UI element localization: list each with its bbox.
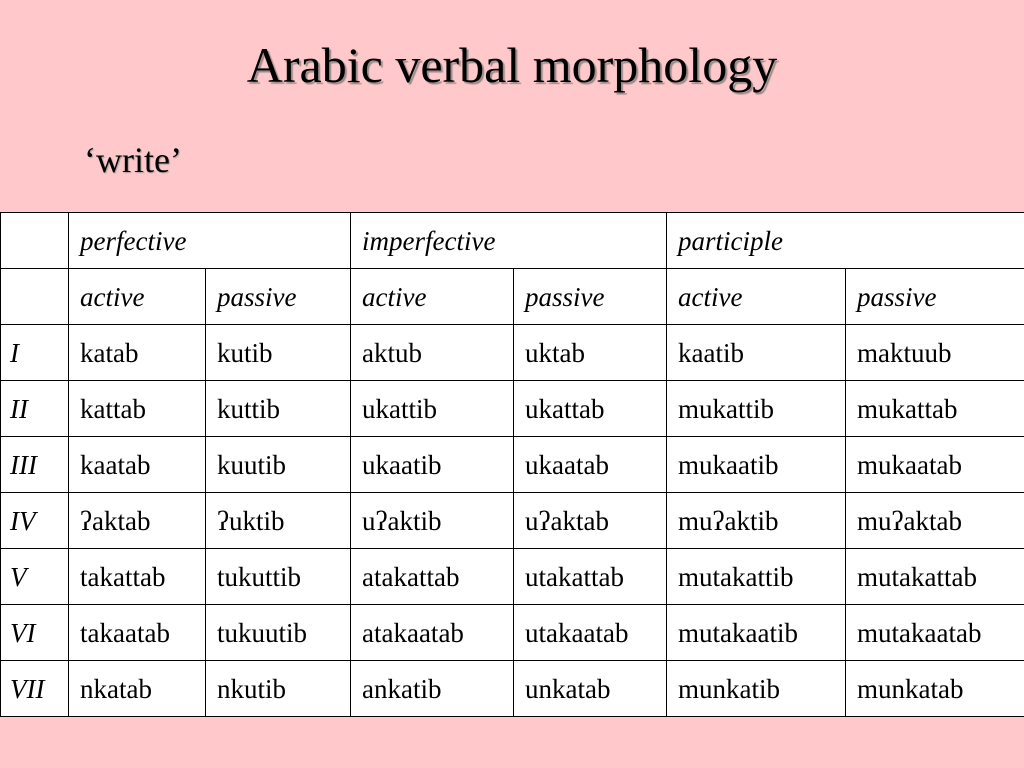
verb-form-label: II (1, 381, 69, 437)
table-cell: mukaatib (667, 437, 846, 493)
header-participle-passive: passive (846, 269, 1024, 325)
header-participle: participle (667, 213, 1024, 269)
table-cell: kuttib (206, 381, 351, 437)
table-cell: utakaatab (514, 605, 667, 661)
header-perfective: perfective (69, 213, 351, 269)
table-cell: takaatab (69, 605, 206, 661)
table-cell: munkatab (846, 661, 1024, 717)
table-cell: ukattab (514, 381, 667, 437)
table-cell: uʔaktib (351, 493, 514, 549)
table-cell: maktuub (846, 325, 1024, 381)
table-row (1, 661, 1024, 717)
slide-title: Arabic verbal morphology (246, 37, 778, 93)
table-cell: uʔaktab (514, 493, 667, 549)
slide-subtitle: ‘write’ (84, 140, 182, 180)
table-cell: muʔaktib (667, 493, 846, 549)
table-cell: kuutib (206, 437, 351, 493)
table-cell: mutakattib (667, 549, 846, 605)
table-cell: atakaatab (351, 605, 514, 661)
header-imperfective: imperfective (351, 213, 667, 269)
table-cell: ʔaktab (69, 493, 206, 549)
verb-form-label: V (1, 549, 69, 605)
header-imperfective-passive: passive (514, 269, 667, 325)
table-cell: mutakaatab (846, 605, 1024, 661)
table-row (1, 605, 1024, 661)
header-perfective-passive: passive (206, 269, 351, 325)
table-row (1, 493, 1024, 549)
table-cell: tukuutib (206, 605, 351, 661)
header-participle-active: active (667, 269, 846, 325)
aspect-header-row (1, 213, 1024, 269)
table-cell: takattab (69, 549, 206, 605)
table-cell: ankatib (351, 661, 514, 717)
table-cell: tukuttib (206, 549, 351, 605)
table-cell: aktub (351, 325, 514, 381)
verb-form-label: IV (1, 493, 69, 549)
table-cell: nkatab (69, 661, 206, 717)
table-cell: atakattab (351, 549, 514, 605)
table-cell: mukattab (846, 381, 1024, 437)
verb-form-label: III (1, 437, 69, 493)
table-row (1, 549, 1024, 605)
table-cell: mutakattab (846, 549, 1024, 605)
table-cell: mutakaatib (667, 605, 846, 661)
table-cell: mukaatab (846, 437, 1024, 493)
verb-paradigm-table (0, 212, 1024, 717)
corner-cell (1, 269, 69, 325)
table-cell: ukattib (351, 381, 514, 437)
table-cell: nkutib (206, 661, 351, 717)
table-cell: ʔuktib (206, 493, 351, 549)
table-cell: ukaatab (514, 437, 667, 493)
table-cell: mukattib (667, 381, 846, 437)
table-cell: muʔaktab (846, 493, 1024, 549)
verb-form-label: VI (1, 605, 69, 661)
table-row (1, 437, 1024, 493)
corner-cell (1, 213, 69, 269)
table-cell: kaatab (69, 437, 206, 493)
table-cell: kattab (69, 381, 206, 437)
table-cell: ukaatib (351, 437, 514, 493)
table-row (1, 325, 1024, 381)
header-imperfective-active: active (351, 269, 514, 325)
table-cell: kutib (206, 325, 351, 381)
table-cell: munkatib (667, 661, 846, 717)
header-perfective-active: active (69, 269, 206, 325)
verb-form-label: VII (1, 661, 69, 717)
voice-header-row (1, 269, 1024, 325)
table-cell: unkatab (514, 661, 667, 717)
table-cell: uktab (514, 325, 667, 381)
table-row (1, 381, 1024, 437)
verb-form-label: I (1, 325, 69, 381)
table-cell: utakattab (514, 549, 667, 605)
table-cell: kaatib (667, 325, 846, 381)
table-cell: katab (69, 325, 206, 381)
